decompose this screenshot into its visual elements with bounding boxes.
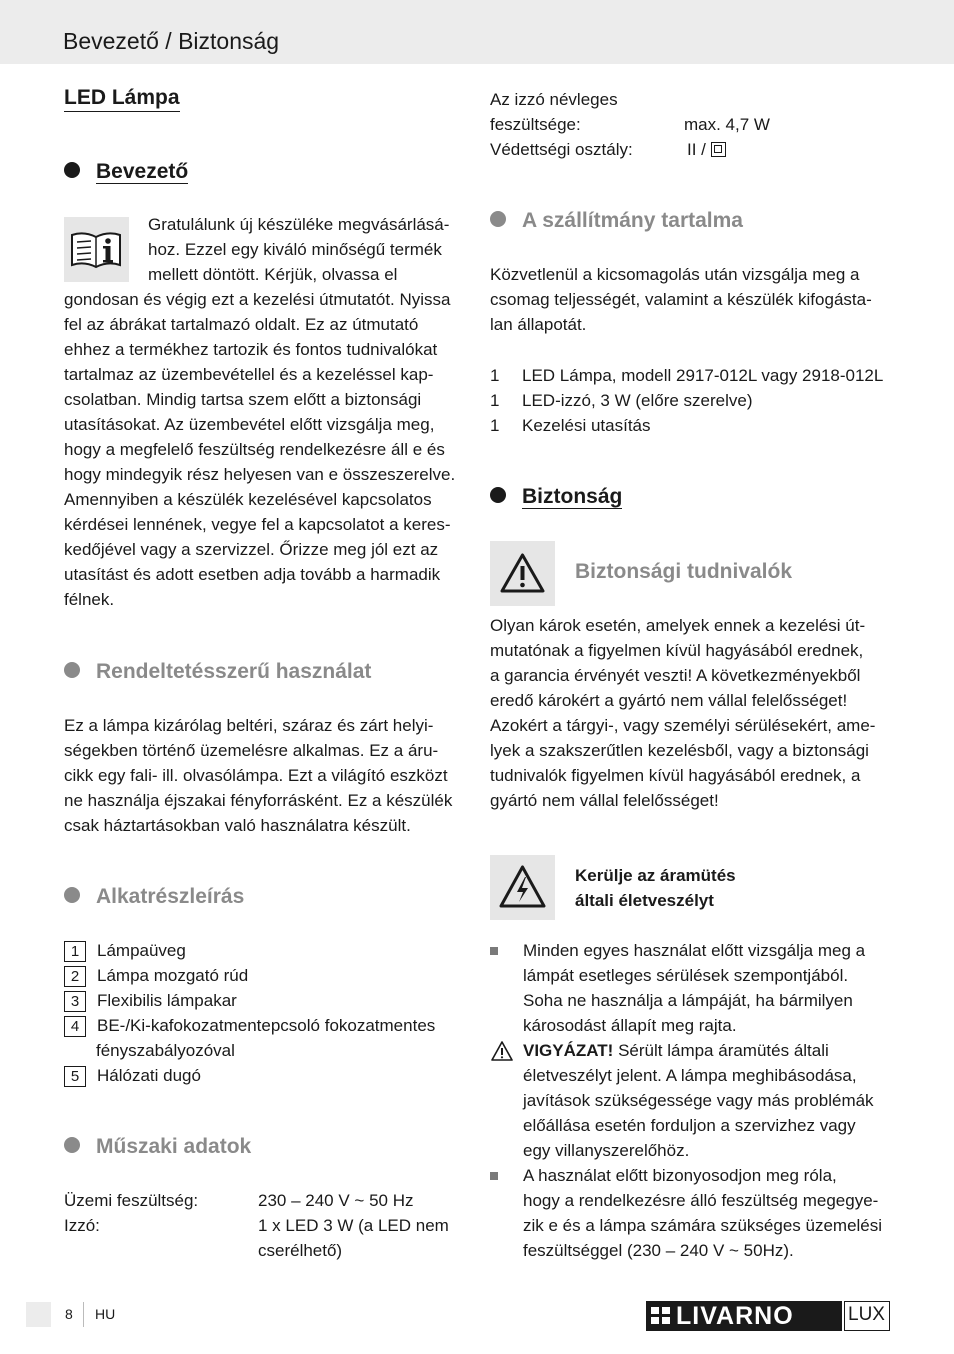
spec-label: Védettségi osztály: <box>490 140 633 159</box>
intended-use-heading: Rendeltetésszerű használat <box>96 660 372 683</box>
section-delivery <box>490 209 743 233</box>
spec-value: max. 4,7 W <box>684 115 770 134</box>
part-item: 3 Flexibilis lámpakar <box>64 988 237 1013</box>
protection-class-icon <box>711 142 726 157</box>
spec-value: II / <box>687 137 726 162</box>
electric-shock-icon <box>490 855 555 920</box>
part-item: 2 Lámpa mozgató rúd <box>64 963 248 988</box>
safety-bullet-2: A használat előtt bizonyosodjon meg róla, hogy a rendelkezésre álló feszültség megegye- zik e és a lámpa számára szükséges üzemelési feszültséggel (230 – 240 V ~ 50Hz). <box>523 1166 883 1260</box>
section-parts <box>64 885 244 909</box>
language-code: HU <box>95 1306 116 1322</box>
warning-label: VIGYÁZAT! <box>523 1041 614 1060</box>
bullet-square <box>490 947 498 955</box>
section-safety <box>490 485 622 509</box>
parts-heading: Alkatrészleírás <box>96 885 245 908</box>
delivery-item: 1 LED-izzó, 3 W (előre szerelve) <box>490 391 753 410</box>
caution-triangle-icon <box>490 1040 514 1062</box>
info-book-icon <box>64 217 129 282</box>
intro-heading: Bevezető <box>96 160 189 183</box>
spec-label: feszültsége: <box>490 115 581 134</box>
safety-bullet-1: Minden egyes használat előtt vizsgálja meg a lámpát esetleges sérülések szempontjából. Soha ne használja a lámpáját, ha bármilyen károsodást állapít meg rajta. <box>523 941 866 1035</box>
safety-body: Olyan károk esetén, amelyek ennek a kezelési út- mutatónak a figyelmen kívül hagyásából erednek, a garancia érvényét veszti! A következményekből eredő károkért a gyártó nem vállal felelősséget! Azokért a tárgyi-, vagy személyi sérülésekért, ame- lyek a szakszerűtlen kezelésből, vagy a biztonsági tudnivalók figyelmen kívül hagyásából erednek, a gyártó nem vállal felelősséget! <box>490 616 876 810</box>
footer-divider <box>83 1302 84 1327</box>
page-number: 8 <box>65 1306 73 1322</box>
part-item: 1 Lámpaüveg <box>64 938 186 963</box>
section-tech <box>64 1135 251 1159</box>
section-intro <box>64 160 188 184</box>
tech-label: Izzó: <box>64 1216 100 1235</box>
delivery-item: 1 LED Lámpa, modell 2917-012L vagy 2918-012L <box>490 366 884 385</box>
delivery-item: 1 Kezelési utasítás <box>490 416 651 435</box>
tech-label: Üzemi feszültség: <box>64 1191 199 1210</box>
logo-mark-icon <box>651 1307 671 1325</box>
part-item-continuation: fényszabályozóval <box>96 1041 235 1060</box>
intended-use-body: Ez a lámpa kizárólag beltéri, száraz és zárt helyi- ségekben történő üzemelésre alkalmas. Ez a áru- cikk egy fali- ill. olvasólámpa. Ezt a világító eszközt ne használja éjszakai fényforrásként. Ez a készülék csak háztartásokban való használatra készült. <box>64 716 453 835</box>
tech-value-continuation: cserélhető) <box>258 1241 343 1260</box>
tech-heading: Műszaki adatok <box>96 1135 252 1158</box>
intro-lines-short: Gratulálunk új készüléke megvásárlásá- hoz. Ezzel egy kiváló minőségű termék mellett döntött. Kérjük, olvassa el <box>148 215 450 284</box>
footer-marker <box>26 1302 51 1327</box>
part-item: 4 BE-/Ki-kafokozatmentepcsoló fokozatmentes <box>64 1013 435 1038</box>
safety-heading: Biztonság <box>522 485 623 508</box>
page-header-title: Bevezető / Biztonság <box>63 28 280 54</box>
intro-body: gondosan és végig ezt a kezelési útmutatót. Nyissa fel az ábrákat tartalmazó oldalt. Ez az útmutató ehhez a termékhez tartozik és fontos tudnivalókat tartalmaz az üzembevétellel és a kezeléssel kap- csolatban. Mindig tartsa szem előtt a biztonsági utasításokat. Az üzembevétel előtt vizsgálja meg, hogy a megfelelő feszültség rendelkezésre áll e és hogy mindegyik rész helyesen van e összeszerelve. Amennyiben a készülék kezelésével kapcsolatos kérdései lennének, vegye fel a kapcsolatot a keres- kedőjével vagy a szervizzel. Őrizze meg jól ezt az utasítást és adott esetben adja tovább a harmadik félnek. <box>64 290 456 609</box>
warning-triangle-icon <box>490 541 555 606</box>
bullet-square <box>490 1172 498 1180</box>
product-title: LED Lámpa <box>64 86 180 112</box>
safety-subheading: Biztonsági tudnivalók <box>575 560 793 583</box>
shock-warning-title: Kerülje az áramütés általi életveszélyt <box>575 866 736 910</box>
delivery-heading: A szállítmány tartalma <box>522 209 743 232</box>
header-bar <box>0 0 954 64</box>
spec-label: Az izzó névleges <box>490 90 618 109</box>
tech-value: 230 – 240 V ~ 50 Hz <box>258 1191 414 1210</box>
safety-warning: VIGYÁZAT! Sérült lámpa áramütés általi életveszélyt jelent. A lámpa meghibásodása, javítások szükségessége vagy más problémák előállása esetén forduljon a szervizhez vagy egy villanyszerelőhöz. <box>523 1041 874 1160</box>
section-intended-use <box>64 660 371 684</box>
tech-value: 1 x LED 3 W (a LED nem <box>258 1216 449 1235</box>
livarno-lux-logo: LIVARNO LUX <box>646 1301 890 1331</box>
part-item: 5 Hálózati dugó <box>64 1063 201 1088</box>
delivery-body: Közvetlenül a kicsomagolás után vizsgálja meg a csomag teljességét, valamint a készülék kifogásta- lan állapotát. <box>490 265 872 334</box>
